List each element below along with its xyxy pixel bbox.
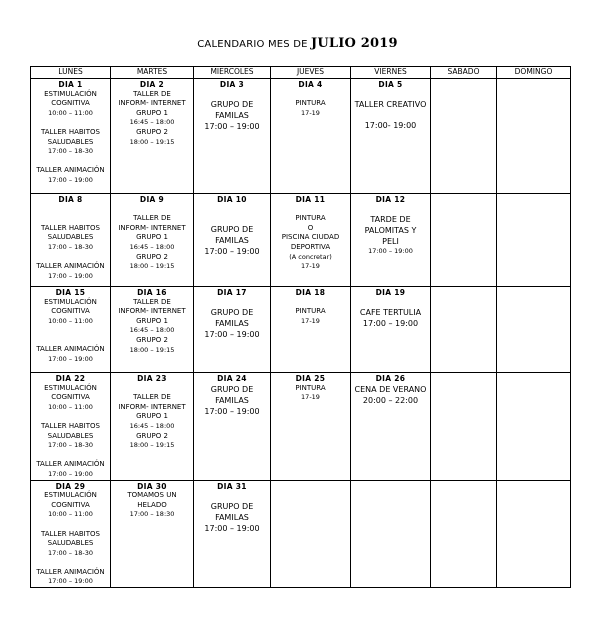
header-miercoles: MIERCOLES	[194, 67, 271, 79]
event-time: 10:00 – 11:00	[48, 510, 93, 519]
event-line: GRUPO DE	[210, 501, 254, 511]
event-line: PELI	[382, 237, 399, 247]
event-line: PINTURA	[295, 307, 326, 316]
day-cell	[31, 287, 111, 373]
day-cell	[111, 287, 194, 373]
event-time: 17:00 – 19:00	[362, 319, 419, 329]
day-number: DIA 30	[137, 481, 167, 491]
event-line: SALUDABLES	[47, 233, 94, 242]
day-number: DIA 8	[58, 195, 83, 204]
event-time: 17:00 – 18-30	[47, 242, 93, 251]
day-number: DIA 2	[139, 80, 165, 89]
week-row	[31, 287, 571, 373]
day-number: DIA 11	[295, 195, 326, 204]
day-number: DIA 23	[137, 374, 167, 383]
day-cell	[194, 79, 271, 194]
day-cell	[194, 287, 271, 373]
weekday-header-row	[31, 67, 571, 79]
day-number: DIA 18	[295, 288, 326, 297]
event-line: INFORM- INTERNET	[118, 99, 186, 108]
event-line: TALLER HABITOS	[41, 529, 100, 538]
event-time: 20:00 – 22:00	[362, 395, 419, 405]
event-line: INFORM- INTERNET	[118, 223, 186, 232]
header-viernes: VIERNES	[351, 67, 431, 79]
event-line: GRUPO 2	[136, 335, 168, 344]
day-number: DIA 12	[375, 195, 406, 204]
event-line: SALUDABLES	[47, 431, 94, 440]
event-line: CENA DE VERANO	[354, 384, 427, 394]
week-row	[31, 79, 571, 194]
day-cell-empty	[431, 79, 497, 194]
event-time: 16:45 – 18:00	[129, 242, 175, 251]
day-cell	[351, 194, 431, 287]
day-number: DIA 10	[217, 195, 247, 204]
event-time: 17:00 – 19:00	[204, 406, 260, 416]
day-number: DIA 4	[298, 80, 323, 89]
day-number: DIA 31	[217, 481, 247, 491]
event-note: (A concretar)	[289, 252, 332, 261]
day-cell-empty	[431, 194, 497, 287]
event-line: HELADO	[137, 500, 167, 509]
event-line: TALLER ANIMACIÓN	[36, 345, 105, 354]
event-time: 18:00 – 19:15	[129, 137, 175, 146]
header-jueves: JUEVES	[271, 67, 351, 79]
event-line: GRUPO 2	[136, 127, 168, 136]
event-time: 17:00 – 18-30	[47, 548, 93, 557]
day-cell	[194, 194, 271, 287]
event-line: ESTIMULACIÓN	[44, 491, 97, 500]
event-time: 18:00 – 19:15	[129, 345, 175, 354]
day-cell	[271, 194, 351, 287]
day-number: DIA 29	[55, 481, 86, 491]
event-time: 17:00 – 19:00	[204, 330, 260, 340]
event-line: TALLER HABITOS	[41, 421, 100, 430]
day-cell	[351, 373, 431, 481]
day-number: DIA 9	[139, 195, 165, 204]
week-row	[31, 373, 571, 481]
event-time: 17:00 – 19:00	[368, 247, 413, 256]
day-number: DIA 24	[217, 374, 247, 383]
day-number: DIA 19	[375, 288, 406, 297]
event-line: FAMILAS	[215, 111, 249, 121]
event-line: COGNITIVA	[51, 500, 90, 509]
event-time: 17-19	[301, 108, 320, 117]
event-time: 17:00 – 19:00	[48, 175, 93, 184]
day-cell-empty	[271, 480, 351, 588]
header-martes: MARTES	[111, 67, 194, 79]
event-time: 10:00 – 11:00	[48, 316, 93, 325]
event-line: TALLER DE	[133, 297, 171, 306]
event-line: GRUPO 1	[136, 316, 168, 325]
event-line: GRUPO DE	[210, 224, 254, 234]
event-time: 18:00 – 19:15	[129, 441, 175, 450]
event-line: ESTIMULACIÓN	[44, 89, 97, 98]
event-line: GRUPO DE	[210, 308, 254, 318]
day-cell-empty	[497, 287, 571, 373]
event-line: TOMAMOS UN	[127, 491, 177, 500]
event-time: 17:00 – 18:30	[129, 510, 175, 519]
day-cell-empty	[497, 194, 571, 287]
day-cell	[271, 287, 351, 373]
day-cell	[271, 373, 351, 481]
header-lunes: LUNES	[31, 67, 111, 79]
day-cell	[351, 287, 431, 373]
event-line: TALLER DE	[133, 89, 171, 98]
event-line: COGNITIVA	[51, 99, 90, 108]
event-time: 17:00 – 18-30	[47, 441, 93, 450]
event-time: 17-19	[301, 393, 320, 402]
day-cell-empty	[431, 287, 497, 373]
event-line: TALLER HABITOS	[41, 223, 100, 232]
event-line: TALLER ANIMACIÓN	[36, 460, 105, 469]
day-number: DIA 17	[217, 288, 247, 297]
event-line: TALLER DE	[133, 214, 171, 223]
event-line: GRUPO 1	[136, 233, 168, 242]
day-cell-empty	[497, 373, 571, 481]
day-cell	[194, 373, 271, 481]
day-cell	[111, 373, 194, 481]
event-line: O	[307, 223, 314, 232]
event-time: 17:00 – 19:00	[48, 577, 93, 586]
event-line: CAFE TERTULIA	[359, 308, 422, 318]
event-line: PINTURA	[295, 383, 326, 392]
day-cell-empty	[431, 480, 497, 588]
event-time: 17:00 – 19:00	[204, 523, 260, 533]
event-line: DEPORTIVA	[290, 242, 331, 251]
event-line: PINTURA	[295, 214, 326, 223]
event-time: 17-19	[301, 316, 320, 325]
event-line: TALLER ANIMACIÓN	[36, 567, 105, 576]
day-cell	[194, 480, 271, 588]
event-line: TALLER CREATIVO	[354, 100, 427, 110]
day-number: DIA 5	[378, 80, 403, 89]
event-line: GRUPO 2	[136, 252, 168, 261]
event-line: GRUPO DE	[210, 100, 254, 110]
day-number: DIA 15	[55, 288, 86, 297]
event-line: INFORM- INTERNET	[118, 307, 186, 316]
event-line: PALOMITAS Y	[364, 226, 417, 236]
event-time: 16:45 – 18:00	[129, 326, 175, 335]
day-number: DIA 3	[219, 80, 245, 89]
event-line: GRUPO 1	[136, 412, 168, 421]
event-time: 17:00 – 19:00	[48, 469, 93, 478]
event-line: SALUDABLES	[47, 137, 94, 146]
day-cell-empty	[351, 480, 431, 588]
event-line: ESTIMULACIÓN	[44, 297, 97, 306]
event-line: FAMILAS	[215, 395, 249, 405]
event-time: 17:00 – 19:00	[48, 271, 93, 280]
event-line: COGNITIVA	[51, 393, 90, 402]
event-line: FAMILAS	[215, 512, 249, 522]
event-time: 17-19	[301, 262, 320, 271]
day-number: DIA 26	[375, 374, 406, 383]
day-cell	[31, 373, 111, 481]
event-line: TALLER HABITOS	[41, 127, 100, 136]
day-cell	[111, 480, 194, 588]
event-time: 16:45 – 18:00	[129, 118, 175, 127]
event-line: TALLER ANIMACIÓN	[36, 261, 105, 270]
title-month: JULIO 2019	[311, 36, 398, 51]
event-time: 17:00- 19:00	[364, 120, 417, 130]
event-line: GRUPO DE	[210, 384, 254, 394]
event-line: GRUPO 1	[136, 108, 168, 117]
event-line: TARDE DE	[370, 215, 411, 225]
event-time: 17:00 – 19:00	[204, 246, 260, 256]
calendar-title	[0, 36, 595, 51]
day-cell-empty	[497, 79, 571, 194]
day-cell	[351, 79, 431, 194]
header-sabado: SABADO	[431, 67, 497, 79]
day-cell	[31, 79, 111, 194]
event-time: 10:00 – 11:00	[48, 108, 93, 117]
day-cell	[111, 79, 194, 194]
event-time: 16:45 – 18:00	[129, 421, 175, 430]
day-cell-empty	[497, 480, 571, 588]
event-line: ESTIMULACIÓN	[44, 383, 97, 392]
event-time: 10:00 – 11:00	[48, 402, 93, 411]
day-cell	[31, 480, 111, 588]
event-line: TALLER DE	[133, 393, 171, 402]
event-line: TALLER ANIMACIÓN	[36, 166, 105, 175]
event-line: PINTURA	[295, 99, 326, 108]
event-line: INFORM- INTERNET	[118, 402, 186, 411]
event-line: FAMILAS	[215, 235, 249, 245]
event-line: PISCINA CIUDAD	[281, 233, 340, 242]
week-row	[31, 480, 571, 588]
day-cell	[31, 194, 111, 287]
day-number: DIA 1	[58, 80, 83, 89]
calendar-table	[30, 66, 571, 588]
day-number: DIA 25	[295, 374, 326, 383]
day-number: DIA 16	[137, 288, 167, 297]
title-prefix: CALENDARIO MES DE	[197, 39, 312, 50]
day-cell-empty	[431, 373, 497, 481]
event-line: COGNITIVA	[51, 307, 90, 316]
week-row	[31, 194, 571, 287]
event-time: 17:00 – 19:00	[48, 354, 93, 363]
event-time: 17:00 – 19:00	[204, 122, 260, 132]
event-time: 18:00 – 19:15	[129, 262, 175, 271]
event-line: GRUPO 2	[136, 431, 168, 440]
day-cell	[111, 194, 194, 287]
day-number: DIA 22	[55, 374, 86, 383]
event-time: 17:00 – 18-30	[47, 147, 93, 156]
day-cell	[271, 79, 351, 194]
event-line: FAMILAS	[215, 319, 249, 329]
event-line: SALUDABLES	[47, 539, 94, 548]
header-domingo: DOMINGO	[497, 67, 571, 79]
